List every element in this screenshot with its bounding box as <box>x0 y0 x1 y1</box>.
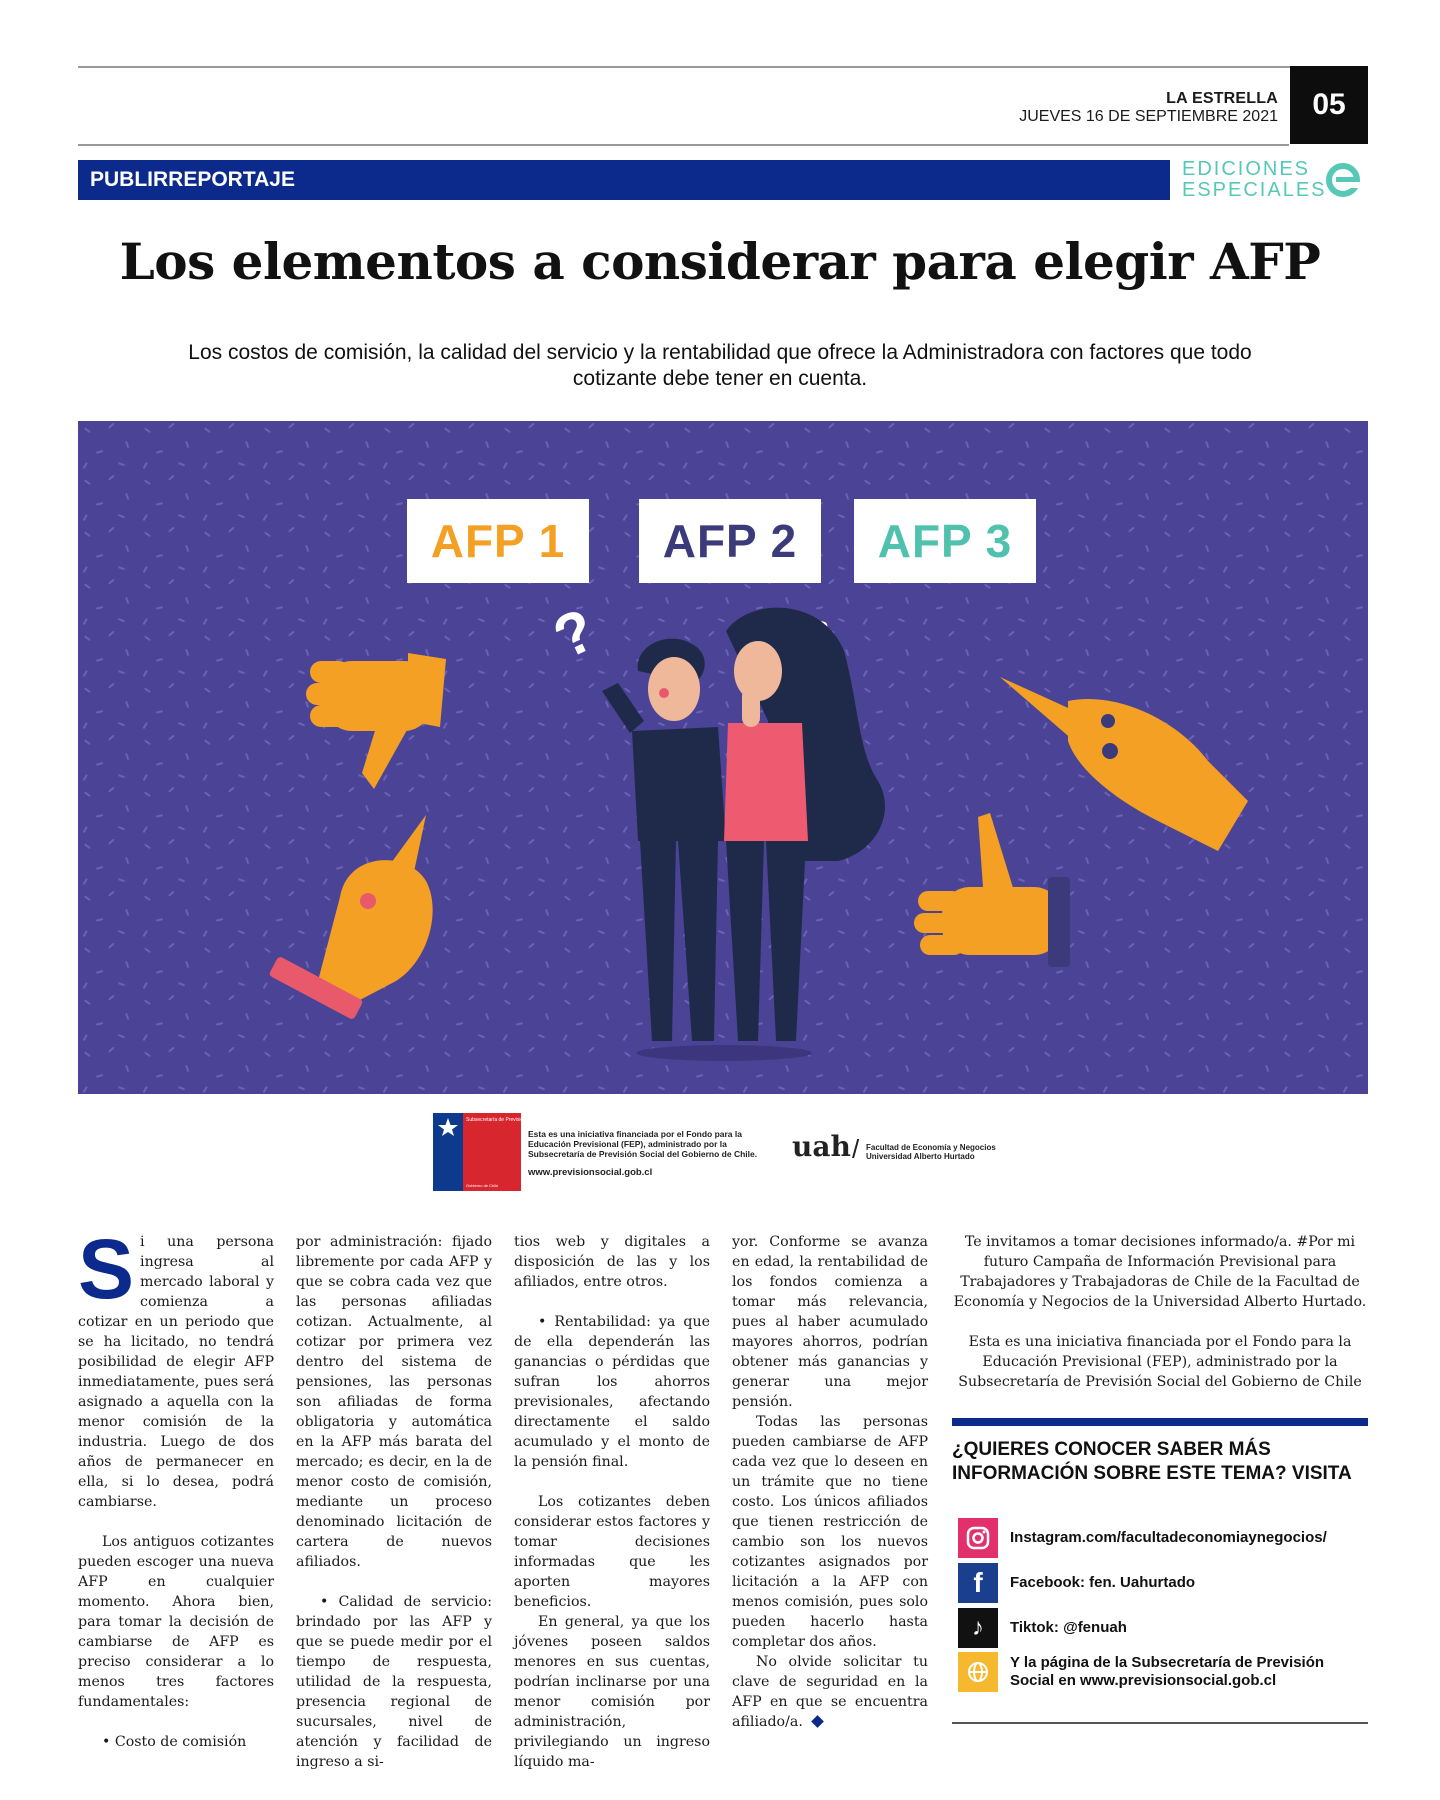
paragraph: por administración: fijado libremente por cada AFP y que se cobra cada vez que las personas afiliadas cotizan. Actualmente, al cotizar por primera vez dentro del sistema de pensiones, las personas son afiliadas de forma obligatoria y automática en la AFP más barata del mercado; es decir, en la de menor costo de comisión, mediante un proceso denominado licitación de cartera de nuevos afiliados. <box>296 1234 492 1570</box>
globe-icon <box>958 1652 998 1692</box>
headline: Los elementos a considerar para elegir AFP <box>119 232 1321 291</box>
afp-1-text: AFP 1 <box>430 515 566 567</box>
gov-logo-name: Subsecretaría de Previsión Social <box>466 1117 542 1123</box>
bullet-item: • Rentabilidad: ya que de ella dependerán las ganancias o pérdidas que sufran los ahorros previsionales, afectando directamente el saldo acumulado y el monto de la pensión final. <box>514 1314 710 1470</box>
bullet-item: • Calidad de servicio: brindado por las AFP y que se puede medir por el tiempo de respuesta, utilidad de la respuesta, presencia regional de sucursales, nivel de atención y facilidad de ingreso a si- <box>296 1594 492 1770</box>
paragraph: yor. Conforme se avanza en edad, la rentabilidad de los fondos comienza a tomar más relevancia, pues al haber acumulado mayores ahorros, podrían obtener más ganancias y generar una mejor pensión. <box>732 1234 928 1410</box>
question-mark-icon: ? <box>543 595 606 672</box>
instagram-icon <box>958 1518 998 1558</box>
tiktok-icon: ♪ <box>958 1608 998 1648</box>
subsecretaria-logo <box>433 1113 542 1191</box>
column-4 <box>732 1232 928 1732</box>
gov-url: www.previsionsocial.gob.cl <box>528 1167 653 1178</box>
end-mark-icon <box>811 1715 824 1728</box>
thumbs-up-hand-icon <box>914 813 1070 967</box>
paragraph: tios web y digitales a disposición de las y los afiliados, entre otros. <box>514 1234 710 1290</box>
gov-logo-sub: Gobierno de Chile <box>466 1183 499 1188</box>
ediciones-logo-icon <box>1326 163 1360 197</box>
newspaper-name: LA ESTRELLA <box>1166 90 1278 107</box>
afp-3-text: AFP 3 <box>877 515 1013 567</box>
issue-date: JUEVES 16 DE SEPTIEMBRE 2021 <box>1019 108 1278 125</box>
man-figure <box>602 639 726 1041</box>
instagram-link[interactable] <box>958 1518 1368 1558</box>
top-rule <box>78 66 1368 68</box>
tiktok-text: Tiktok: @fenuah <box>1010 1619 1127 1636</box>
uah-slash: / <box>852 1134 860 1164</box>
paragraph-closing <box>732 1652 928 1732</box>
afp-2-text: AFP 2 <box>662 515 798 567</box>
column-1 <box>78 1222 274 1752</box>
facebook-link[interactable] <box>958 1563 1368 1603</box>
ediciones-especiales-brand <box>1182 159 1327 201</box>
gov-website-link[interactable] <box>958 1652 1368 1692</box>
sidebar-bottom-rule <box>952 1722 1368 1724</box>
instagram-text: Instagram.com/facultadeconomiaynegocios/ <box>1010 1529 1327 1546</box>
paragraph: Los cotizantes deben considerar estos factores y tomar decisiones informadas que les aporten mayores beneficios. <box>514 1494 710 1610</box>
page-number: 05 <box>1290 66 1368 144</box>
paragraph: Los antiguos cotizantes pueden escoger una nueva AFP en cualquier momento. Ahora bien, para tomar la decisión de cambiarse de AFP es preciso considerar a lo menos tres factores fundamentales: <box>78 1534 274 1710</box>
subheadline: Los costos de comisión, la calidad del servicio y la rentabilidad que ofrece la Administradora con factores que todo cotizante debe tener en cuenta. <box>188 341 1252 390</box>
pointing-left-hand-icon <box>1000 677 1248 851</box>
intro-text: i una persona ingresa al mercado laboral y comienza a cotizar en un periodo que se ha licitado, no tendrá posibilidad de elegir AFP inmediatamente, pues será asignado a aquella con la menor comisión de la industria. Luego de dos años de permanecer en ella, si lo desea, podrá cambiarse. <box>78 1234 274 1510</box>
afp-illustration <box>78 421 1368 1094</box>
brand-line-2: ESPECIALES <box>1182 179 1327 201</box>
tiktok-link[interactable] <box>958 1608 1368 1648</box>
column-2 <box>296 1232 492 1772</box>
facebook-text: Facebook: fen. Uahurtado <box>1010 1574 1196 1591</box>
facebook-icon: f <box>958 1563 998 1603</box>
uah-faculty-text: Facultad de Economía y Negocios Universidad Alberto Hurtado <box>866 1143 996 1161</box>
sidebar-rule <box>952 1418 1368 1426</box>
people-and-hands-drawing <box>78 421 1368 1094</box>
paragraph-intro <box>78 1222 274 1512</box>
pointing-up-hand-icon <box>268 815 432 1020</box>
header-rule <box>78 144 1289 146</box>
paragraph: Todas las personas pueden cambiarse de AFP cada vez que lo deseen en un trámite que no tiene costo. Los únicos afiliados que tienen restricción de cambio son los nuevos cotizantes asignados por licitación a la AFP con menos comisión, pues solo pueden hacerlo hasta completar dos años. <box>732 1414 928 1650</box>
gov-initiative-text: Esta es una iniciativa financiada por el Fondo para la Educación Previsional (FEP), administrado por la Subsecretaría de Previsión Social del Gobierno de Chile. <box>528 1129 758 1159</box>
ground-shadow <box>636 1045 812 1061</box>
column-3 <box>514 1232 710 1772</box>
uah-logo: uah <box>792 1130 851 1163</box>
thumbs-down-hand-icon <box>306 653 446 789</box>
sidebar-paragraph: Te invitamos a tomar decisiones informado/a. #Por mi futuro Campaña de Información Previsional para Trabajadores y Trabajadoras de Chile de la Facultad de Economía y Negocios de la Universidad Alberto Hurtado. <box>953 1234 1367 1310</box>
paragraph: En general, ya que los jóvenes poseen saldos menores en sus cuentas, podrían inclinarse por una menor comisión por administración, privilegiando un ingreso líquido ma- <box>514 1614 710 1770</box>
visit-title: ¿QUIERES CONOCER SABER MÁS INFORMACIÓN SOBRE ESTE TEMA? VISITA <box>952 1439 1352 1484</box>
bullet-item: • Costo de comisión <box>102 1734 247 1750</box>
brand-line-1: EDICIONES <box>1182 158 1311 180</box>
sidebar-paragraph: Esta es una iniciativa financiada por el Fondo para la Educación Previsional (FEP), administrado por la Subsecretaría de Previsión Social del Gobierno de Chile <box>958 1334 1362 1390</box>
closing-text: No olvide solicitar tu clave de seguridad en la AFP en que se encuentra afiliado/a. <box>732 1654 928 1730</box>
drop-cap: S <box>78 1222 135 1316</box>
section-label: PUBLIRREPORTAJE <box>78 160 1170 200</box>
sidebar-info <box>952 1232 1368 1392</box>
gov-website-text: Y la página de la Subsecretaría de Previsión Social en www.previsionsocial.gob.cl <box>1010 1654 1325 1689</box>
